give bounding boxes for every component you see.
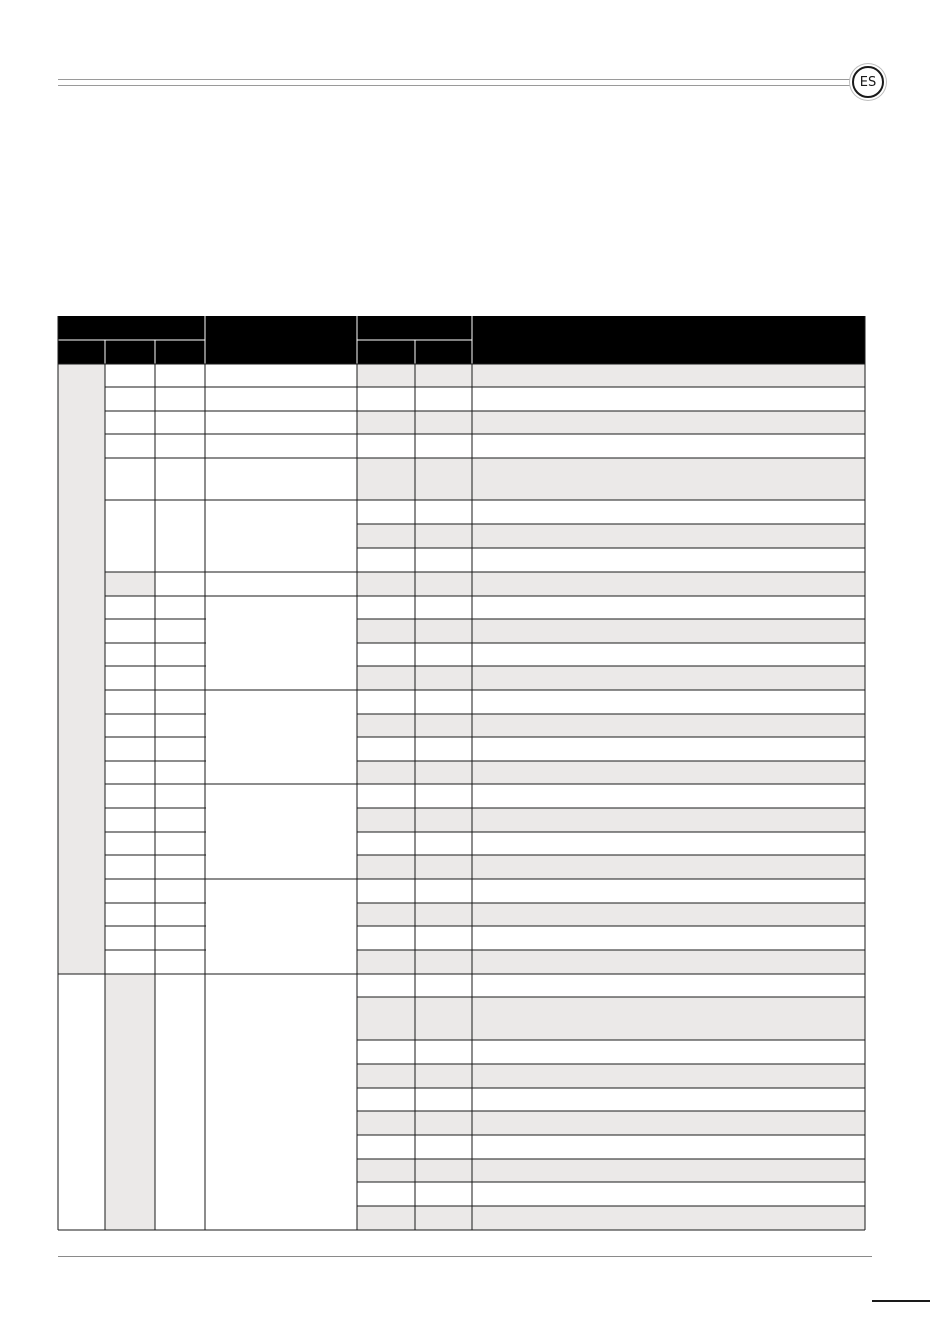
table-row-band [357, 737, 865, 761]
table-row-band [357, 524, 865, 548]
table-row-band [357, 784, 865, 808]
table-row-band [357, 548, 865, 572]
table-row-band [357, 761, 865, 784]
table-row-band [357, 1088, 865, 1111]
language-badge: ES [852, 66, 884, 98]
table-row-band [357, 997, 865, 1040]
table-row-band [357, 714, 865, 737]
table-row-band [357, 572, 865, 596]
table-row-band [357, 619, 865, 643]
table-row-band [357, 1182, 865, 1206]
table-row-band [357, 926, 865, 950]
table-row-band [357, 1159, 865, 1182]
table-row-band [357, 950, 865, 974]
table-row-band [357, 808, 865, 832]
table-row-band [357, 974, 865, 997]
table-row-band [357, 690, 865, 714]
table-row-band [357, 500, 865, 524]
table-row-band [357, 411, 865, 434]
table-cell-group-2 [105, 974, 155, 1230]
table-row-band [357, 1040, 865, 1064]
footer-rule [58, 1256, 872, 1257]
merged-cell [206, 501, 357, 572]
table-row-band [357, 903, 865, 926]
merged-cell [206, 785, 357, 879]
merged-cell [206, 975, 357, 1230]
table-row-band [357, 1111, 865, 1135]
table-row-band [357, 1064, 865, 1088]
table-row-band [357, 666, 865, 690]
table-row-band [357, 1135, 865, 1159]
merged-cell [206, 597, 357, 690]
merged-cell [106, 501, 155, 572]
table-row-band [357, 458, 865, 500]
merged-cell [156, 501, 205, 572]
table-row-band [357, 434, 865, 458]
merged-cell [206, 880, 357, 974]
table-row-band [357, 643, 865, 666]
merged-cell [206, 691, 357, 784]
table-row-band [357, 364, 865, 387]
table-row-band [357, 387, 865, 411]
table-row-band [357, 879, 865, 903]
table-cell-group-1 [58, 364, 105, 974]
table-cell [105, 572, 155, 596]
page-number-mark [872, 1300, 930, 1302]
table-row-band [357, 832, 865, 855]
table-row-band [357, 596, 865, 619]
table-row-band [357, 855, 865, 879]
table-row-band [357, 1206, 865, 1230]
